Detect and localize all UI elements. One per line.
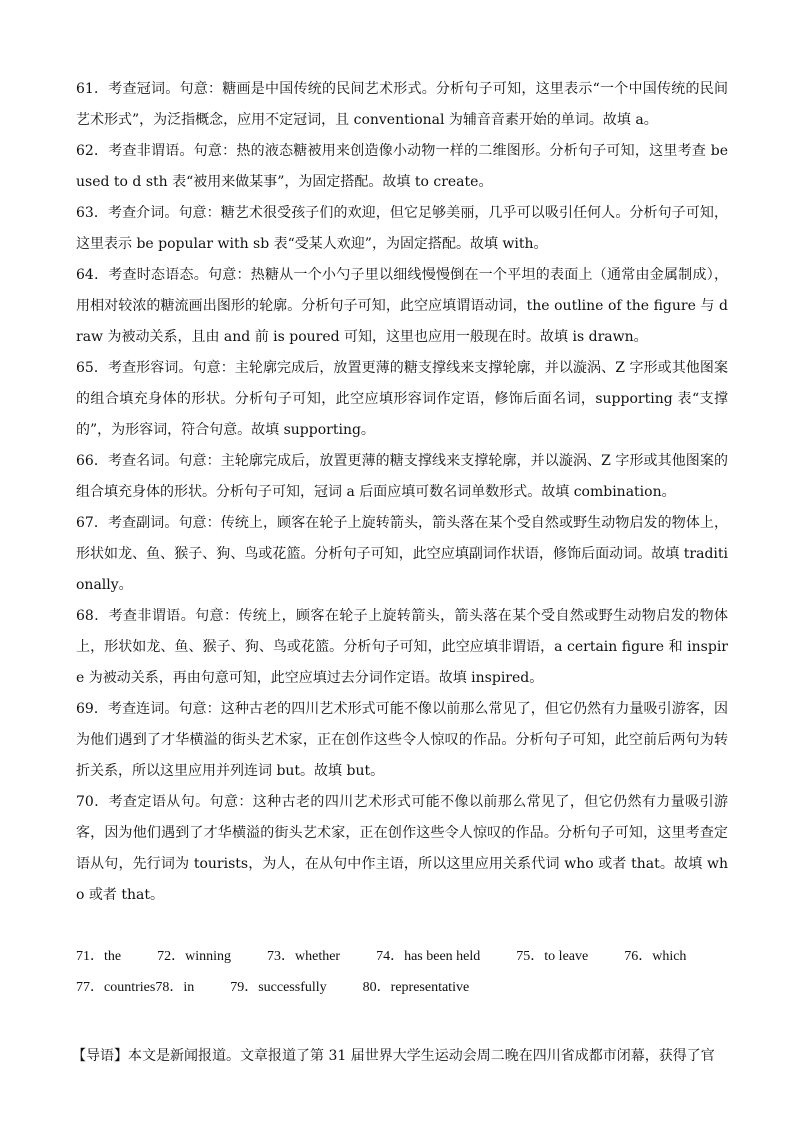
answer-key [76,941,728,1003]
explanation-62: 62．考查非谓语。句意：热的液态糖被用来创造像小动物一样的二维图形。分析句子可知，这里考查 be used to d sth 表“被用来做某事”，为固定搭配。故填 to create。 [76,143,728,190]
answer-75: 75．to leave [516,949,589,964]
explanation-61: 61．考查冠词。句意：糖画是中国传统的民间艺术形式。分析句子可知，这里表示“一个中国传统的民间艺术形式”，为泛指概念，应用不定冠词，且 conventional 为辅音音素开始的单词。故填 a。 [76,81,728,128]
explanation-68: 68．考查非谓语。句意：传统上，顾客在轮子上旋转箭头，箭头落在某个受自然或野生动物启发的物体上，形状如龙、鱼、猴子、狗、鸟或花篮。分析句子可知，此空应填非谓语，a certain figure 和 inspire 为被动关系，再由句意可知，此空应填过去分词作定语。故填 inspired。 [76,608,728,686]
explanation-69: 69．考查连词。句意：这种古老的四川艺术形式可能不像以前那么常见了，但它仍然有力量吸引游客，因为他们遇到了才华横溢的街头艺术家，正在创作这些令人惊叹的作品。分析句子可知，此空前后两句为转折关系，所以这里应用并列连词 but。故填 but。 [76,701,728,779]
explanation-67: 67．考查副词。句意：传统上，顾客在轮子上旋转箭头，箭头落在某个受自然或野生动物启发的物体上，形状如龙、鱼、猴子、狗、鸟或花篮。分析句子可知，此空应填副词作状语，修饰后面动词。故填 traditionally。 [76,515,728,593]
explanation-66: 66．考查名词。句意：主轮廓完成后，放置更薄的糖支撑线来支撑轮廓，并以漩涡、Z 字形或其他图案的组合填充身体的形状。分析句子可知，冠词 a 后面应填可数名词单数形式。故填 combination。 [76,453,728,500]
explanations-section [76,74,728,911]
explanation-63: 63．考查介词。句意：糖艺术很受孩子们的欢迎，但它足够美丽，几乎可以吸引任何人。分析句子可知，这里表示 be popular with sb 表“受某人欢迎”，为固定搭配。故填 with。 [76,205,728,252]
answer-76: 76．which [624,949,687,964]
explanation-64: 64．考查时态语态。句意：热糖从一个小勺子里以细线慢慢倒在一个平坦的表面上（通常由金属制成），用相对较浓的糖流画出图形的轮廓。分析句子可知，此空应填谓语动词，the outline of the figure 与 draw 为被动关系，且由 and 前 is poured 可知，这里也应用一般现在时。故填 is drawn。 [76,267,728,345]
answer-71: 71．the [76,949,122,964]
answer-78: 78．in [155,980,195,995]
guide-intro: 【导语】本文是新闻报道。文章报道了第 31 届世界大学生运动会周二晚在四川省成都市闭幕，获得了官 [72,1048,715,1064]
answer-73: 73．whether [267,949,341,964]
answer-72: 72．winning [157,949,231,964]
explanation-70: 70．考查定语从句。句意：这种古老的四川艺术形式可能不像以前那么常见了，但它仍然有力量吸引游客，因为他们遇到了才华横溢的街头艺术家，正在创作这些令人惊叹的作品。分析句子可知，这里考查定语从句，先行词为 tourists，为人，在从句中作主语，所以这里应用关系代词 who 或者 that。故填 who 或者 that。 [76,794,728,903]
explanation-65: 65．考查形容词。句意：主轮廓完成后，放置更薄的糖支撑线来支撑轮廓，并以漩涡、Z 字形或其他图案的组合填充身体的形状。分析句子可知，此空应填形容词作定语，修饰后面名词，supporting 表“支撑的”，为形容词，符合句意。故填 supporting。 [76,360,728,438]
answer-79: 79．successfully [230,980,327,995]
answer-77: 77．countries [76,980,156,995]
answer-80: 80．representative [362,980,470,995]
answer-74: 74．has been held [376,949,481,964]
